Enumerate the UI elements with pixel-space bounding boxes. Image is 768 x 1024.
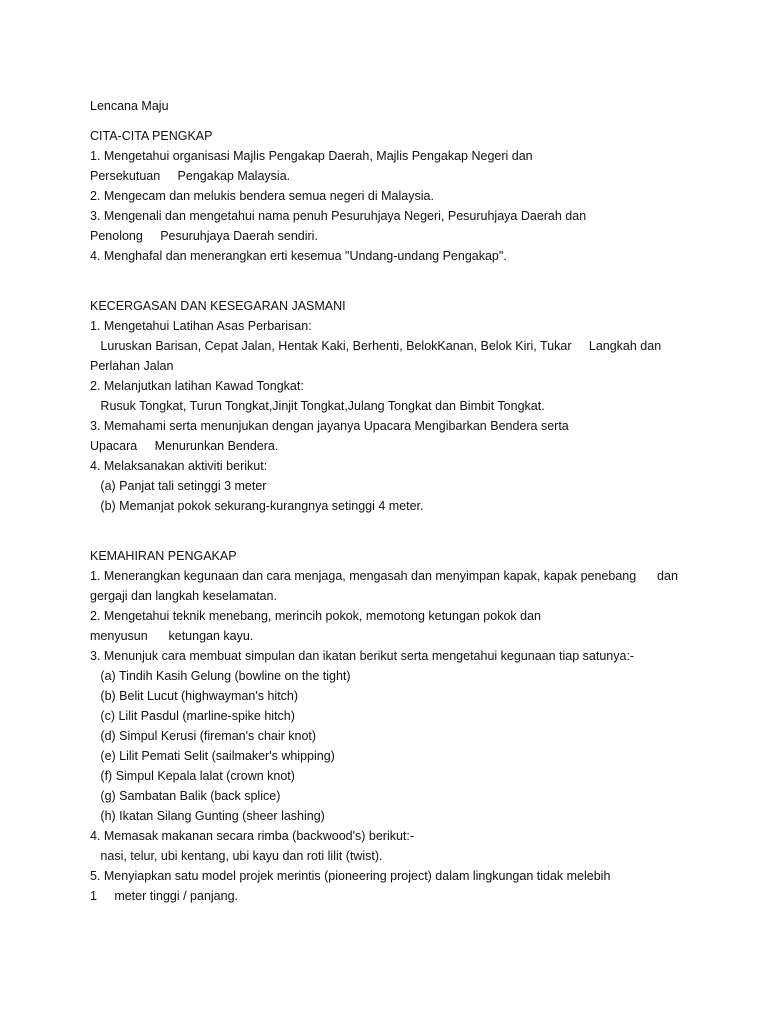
document-title: Lencana Maju xyxy=(90,99,169,113)
section-line: 1. Menerangkan kegunaan dan cara menjaga, mengasah dan menyimpan kapak, kapak penebang dan xyxy=(90,569,678,583)
section-line: Luruskan Barisan, Cepat Jalan, Hentak Kaki, Berhenti, BelokKanan, Belok Kiri, Tukar Langkah dan xyxy=(90,339,662,353)
section-line: 4. Memasak makanan secara rimba (backwood's) berikut:- xyxy=(90,829,415,843)
section-line: Perlahan Jalan xyxy=(90,359,174,373)
section-line: 3. Menunjuk cara membuat simpulan dan ikatan berikut serta mengetahui kegunaan tiap satunya:- xyxy=(90,649,635,663)
section-line: Penolong Pesuruhjaya Daerah sendiri. xyxy=(90,229,318,243)
section-cita-cita-pengkap xyxy=(90,126,730,266)
section-line: menyusun ketungan kayu. xyxy=(90,629,254,643)
section-kecergasan xyxy=(90,296,730,516)
section-line: Upacara Menurunkan Bendera. xyxy=(90,439,279,453)
section-heading: KECERGASAN DAN KESEGARAN JASMANI xyxy=(90,299,346,313)
section-line: nasi, telur, ubi kentang, ubi kayu dan roti lilit (twist). xyxy=(90,849,383,863)
section-line: gergaji dan langkah keselamatan. xyxy=(90,589,277,603)
section-line: 3. Memahami serta menunjukan dengan jayanya Upacara Mengibarkan Bendera serta xyxy=(90,419,569,433)
section-line: (b) Memanjat pokok sekurang-kurangnya setinggi 4 meter. xyxy=(90,499,424,513)
section-line: Persekutuan Pengakap Malaysia. xyxy=(90,169,291,183)
section-line: (e) Lilit Pemati Selit (sailmaker's whipping) xyxy=(90,749,335,763)
section-line: 2. Mengecam dan melukis bendera semua negeri di Malaysia. xyxy=(90,189,434,203)
section-line: (a) Panjat tali setinggi 3 meter xyxy=(90,479,267,493)
section-line: Rusuk Tongkat, Turun Tongkat,Jinjit Tongkat,Julang Tongkat dan Bimbit Tongkat. xyxy=(90,399,545,413)
section-heading: CITA-CITA PENGKAP xyxy=(90,129,213,143)
section-line: (a) Tindih Kasih Gelung (bowline on the tight) xyxy=(90,669,351,683)
section-line: 4. Menghafal dan menerangkan erti kesemua "Undang-undang Pengakap". xyxy=(90,249,507,263)
section-heading: KEMAHIRAN PENGAKAP xyxy=(90,549,237,563)
section-line: 3. Mengenali dan mengetahui nama penuh Pesuruhjaya Negeri, Pesuruhjaya Daerah dan xyxy=(90,209,587,223)
section-line: (g) Sambatan Balik (back splice) xyxy=(90,789,281,803)
section-line: (d) Simpul Kerusi (fireman's chair knot) xyxy=(90,729,317,743)
section-line: 2. Mengetahui teknik menebang, merincih pokok, memotong ketungan pokok dan xyxy=(90,609,541,623)
section-line: 5. Menyiapkan satu model projek merintis (pioneering project) dalam lingkungan tidak melebih xyxy=(90,869,611,883)
section-line: 2. Melanjutkan latihan Kawad Tongkat: xyxy=(90,379,304,393)
section-line: 1 meter tinggi / panjang. xyxy=(90,889,239,903)
section-kemahiran-pengakap xyxy=(90,546,730,906)
section-line: 1. Mengetahui Latihan Asas Perbarisan: xyxy=(90,319,312,333)
section-line: 1. Mengetahui organisasi Majlis Pengakap Daerah, Majlis Pengakap Negeri dan xyxy=(90,149,533,163)
section-line: (h) Ikatan Silang Gunting (sheer lashing) xyxy=(90,809,325,823)
section-line: 4. Melaksanakan aktiviti berikut: xyxy=(90,459,268,473)
section-line: (b) Belit Lucut (highwayman's hitch) xyxy=(90,689,299,703)
section-line: (f) Simpul Kepala lalat (crown knot) xyxy=(90,769,295,783)
section-line: (c) Lilit Pasdul (marline-spike hitch) xyxy=(90,709,295,723)
document-page xyxy=(90,96,730,906)
